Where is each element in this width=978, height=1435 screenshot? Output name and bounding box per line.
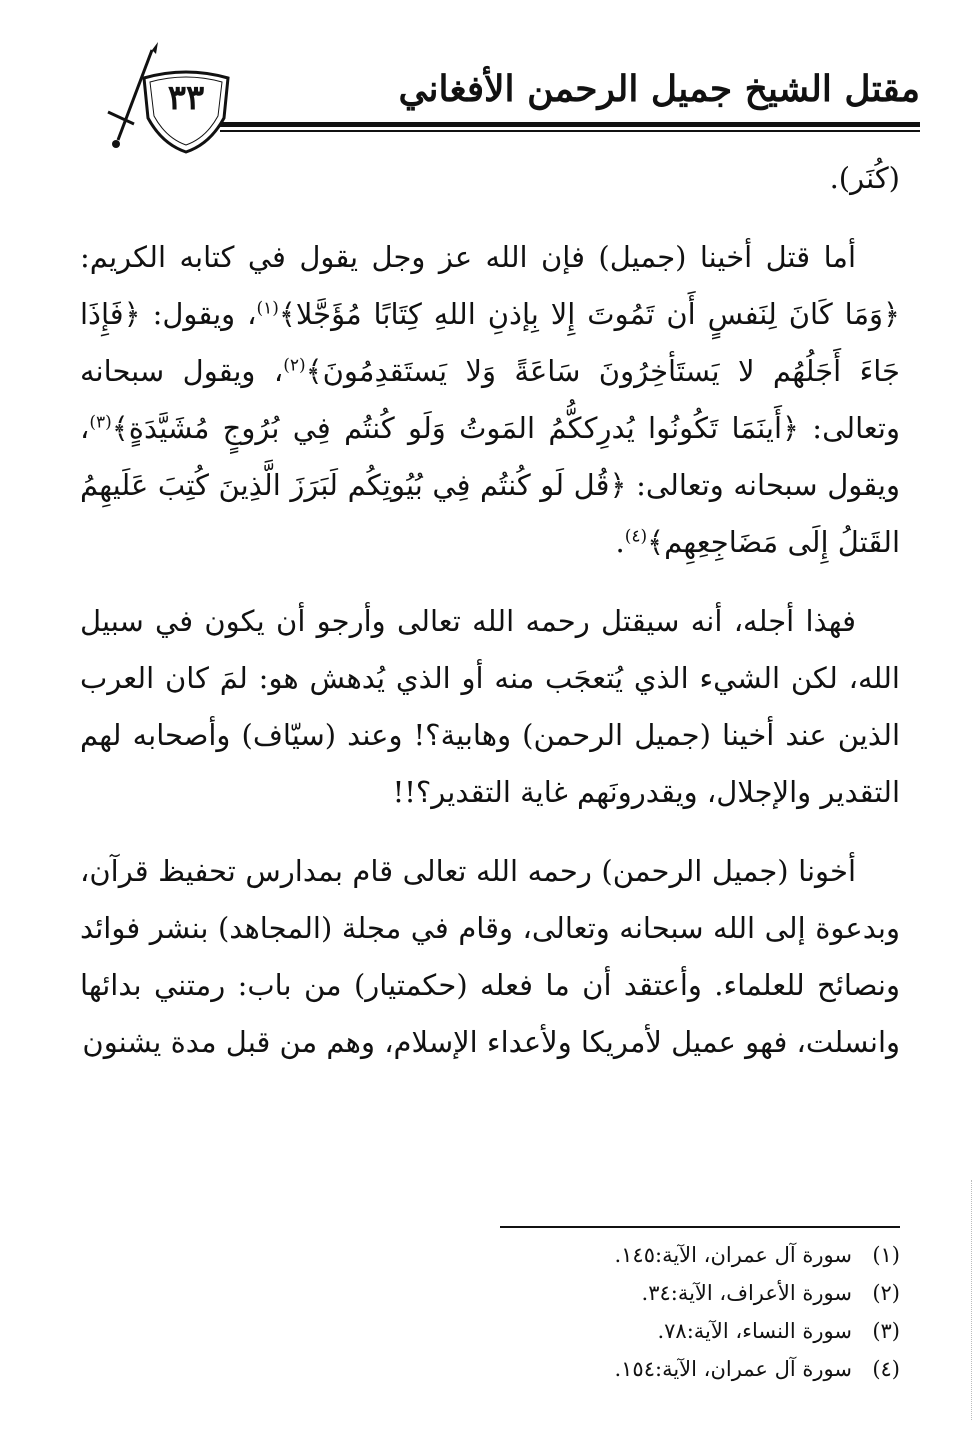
footnote-separator [500, 1226, 900, 1228]
text-run: . [615, 525, 625, 559]
footnote-item [300, 1350, 900, 1388]
footnote-number: (٢) [872, 1281, 900, 1305]
header-rule [220, 122, 920, 127]
text-run: ، ويقول سبحانه وتعالى: [80, 354, 900, 445]
footnote-item [300, 1236, 900, 1274]
paragraph-quran-verses [80, 229, 900, 571]
page-number: ٣٣ [167, 78, 205, 118]
footnote-item [300, 1274, 900, 1312]
footnote-ref: (٢) [283, 355, 306, 376]
footnote-text: سورة النساء، الآية:٧٨. [657, 1319, 852, 1343]
footnote-number: (٣) [872, 1319, 900, 1343]
footnote-number: (١) [872, 1243, 900, 1267]
footnote-ref: (٣) [89, 412, 112, 433]
quran-verse: ﴿وَمَا كَانَ لِنَفسٍ أَن تَمُوتَ إِلا بِإذنِ اللهِ كِتَابًا مُؤَجَّلا﴾ [278, 297, 900, 331]
paragraph: فهذا أجله، أنه سيقتل رحمه الله تعالى وأرجو أن يكون في سبيل الله، لكن الشيء الذي يُتعجَب منه أو الذي يُدهش هو: لمَ كان العرب الذين عند أخينا (جميل الرحمن) وهابية؟! وعند (سيّاف) وأصحابه لهم التقدير والإجلال، ويقدرونَهم غاية التقدير؟!! [80, 604, 900, 809]
text-run: ، ويقول سبحانه وتعالى: [80, 411, 900, 502]
opening-fragment: (كُنَر). [829, 161, 900, 195]
footnote-number: (٤) [872, 1357, 900, 1381]
quran-verse: ﴿أَينَمَا تَكُونُوا يُدرِككُّمُ المَوتُ وَلَو كُنتُم فِي بُرُوجٍ مُشَيَّدَةٍ﴾ [111, 411, 800, 445]
main-text [80, 150, 900, 1093]
quran-verse: ﴿قُل لَو كُنتُم فِي بُيُوتِكُم لَبَرَزَ الَّذِينَ كُتِبَ عَلَيهِمُ القَتلُ إِلَى مَضَاجِعِهِم﴾ [80, 468, 900, 559]
quran-verse: ﴿فَإِذَا جَاءَ أَجَلُهُم لا يَستَأخِرُونَ سَاعَةً وَلا يَستَقدِمُونَ﴾ [80, 297, 900, 388]
footnote-text: سورة آل عمران، الآية:١٤٥. [614, 1243, 852, 1267]
paragraph: أخونا (جميل الرحمن) رحمه الله تعالى قام بمدارس تحفيظ قرآن، وبدعوة إلى الله سبحانه وتعالى، وقام في مجلة (المجاهد) بنشر فوائد ونصائح للعلماء. وأعتقد أن ما فعله (حكمتيار) من باب: رمتني بدائها وانسلت، فهو عميل لأمريكا ولأعداء الإسلام، وهم من قبل مدة يشنون [80, 854, 900, 1059]
text-run: أما قتل أخينا (جميل) فإن الله عز وجل يقول في كتابه الكريم: [80, 240, 856, 274]
page-title: مقتل الشيخ جميل الرحمن الأفغاني [398, 68, 920, 110]
page-number-badge [100, 40, 240, 155]
text-run: ، ويقول: [140, 297, 257, 331]
scan-margin-artifact [967, 1180, 972, 1420]
footnote-ref: (٤) [624, 526, 648, 547]
footnote-text: سورة الأعراف، الآية:٣٤. [641, 1281, 852, 1305]
footnote-ref: (١) [256, 298, 279, 319]
header-rule-thin [220, 130, 920, 132]
footnotes [300, 1236, 900, 1388]
running-header [100, 40, 920, 155]
footnote-text: سورة آل عمران، الآية:١٥٤. [614, 1357, 852, 1381]
footnote-item [300, 1312, 900, 1350]
